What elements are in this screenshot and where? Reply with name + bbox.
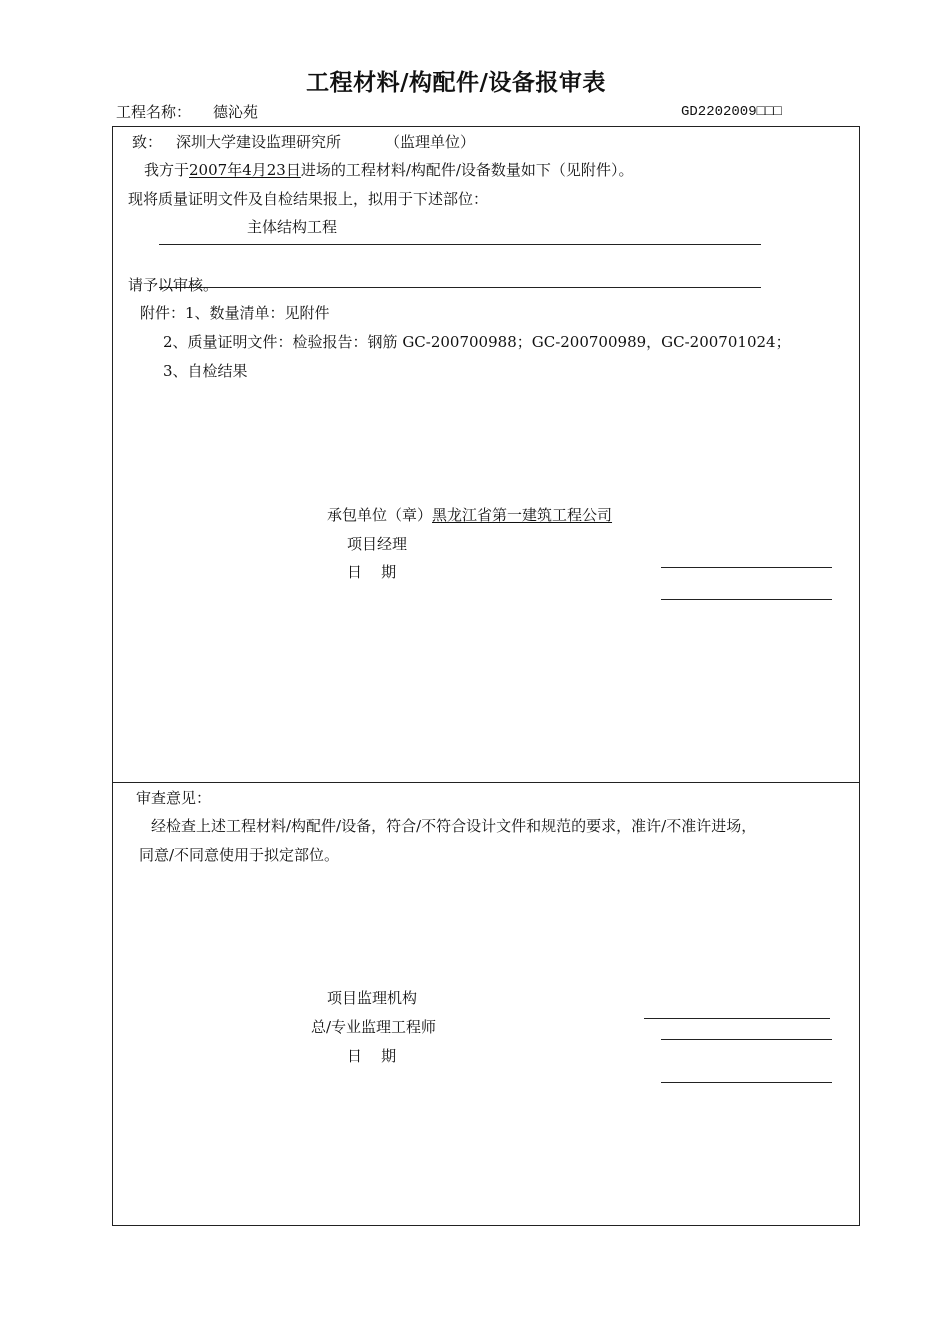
pm-signature-line xyxy=(661,567,832,568)
attachment-1: 附件：1、数量清单：见附件 xyxy=(140,304,330,322)
project-label: 工程名称： xyxy=(116,103,192,121)
project-name: 德沁苑 xyxy=(213,103,259,121)
review-heading: 审查意见： xyxy=(136,789,212,807)
contractor-row xyxy=(327,505,612,525)
location-underline-2 xyxy=(159,287,761,288)
supervising-engineer-label: 总/专业监理工程师 xyxy=(311,1018,437,1036)
purpose-statement: 现将质量证明文件及自检结果报上，拟用于下述部位： xyxy=(128,190,489,208)
usage-location: 主体结构工程 xyxy=(247,218,338,236)
section-divider xyxy=(112,782,860,783)
supervision-org-label: 项目监理机构 xyxy=(327,989,418,1007)
form-code: GD2202009□□□ xyxy=(681,104,782,120)
review-request: 请予以审核。 xyxy=(128,276,219,294)
submission-date-line xyxy=(661,599,832,600)
entry-suffix: 进场的工程材料/构配件/设备数量如下（见附件）。 xyxy=(300,161,634,179)
review-date-line xyxy=(661,1082,832,1083)
review-opinion-line-2: 同意/不同意使用于拟定部位。 xyxy=(139,846,340,864)
form-title: 工程材料/构配件/设备报审表 xyxy=(306,70,606,96)
contractor-name: 黑龙江省第一建筑工程公司 xyxy=(432,506,613,524)
review-date-label: 日 期 xyxy=(347,1047,397,1065)
engineer-signature-line xyxy=(661,1039,832,1040)
to-role: （监理单位） xyxy=(385,133,476,151)
attachment-3: 3、自检结果 xyxy=(163,362,248,380)
contractor-label: 承包单位（章） xyxy=(327,506,433,524)
project-name-row xyxy=(116,102,258,122)
review-opinion-line-1: 经检查上述工程材料/构配件/设备，符合/不符合设计文件和规范的要求，准许/不准许进场， xyxy=(151,817,757,835)
to-label: 致： xyxy=(132,133,163,151)
entry-date: 2007年4月23日 xyxy=(189,161,301,179)
to-org: 深圳大学建设监理研究所 xyxy=(176,133,342,151)
supervision-org-signature-line xyxy=(644,1018,830,1019)
form-frame xyxy=(112,126,860,1226)
addressee-row xyxy=(132,132,475,152)
entry-prefix: 我方于 xyxy=(144,161,190,179)
submission-date-label: 日 期 xyxy=(347,563,397,581)
entry-statement xyxy=(144,160,633,180)
location-underline xyxy=(159,244,761,245)
attachment-2: 2、质量证明文件：检验报告：钢筋 GC-200700988；GC-200700989，GC-200701024； xyxy=(163,333,791,351)
project-manager-label: 项目经理 xyxy=(347,535,408,553)
